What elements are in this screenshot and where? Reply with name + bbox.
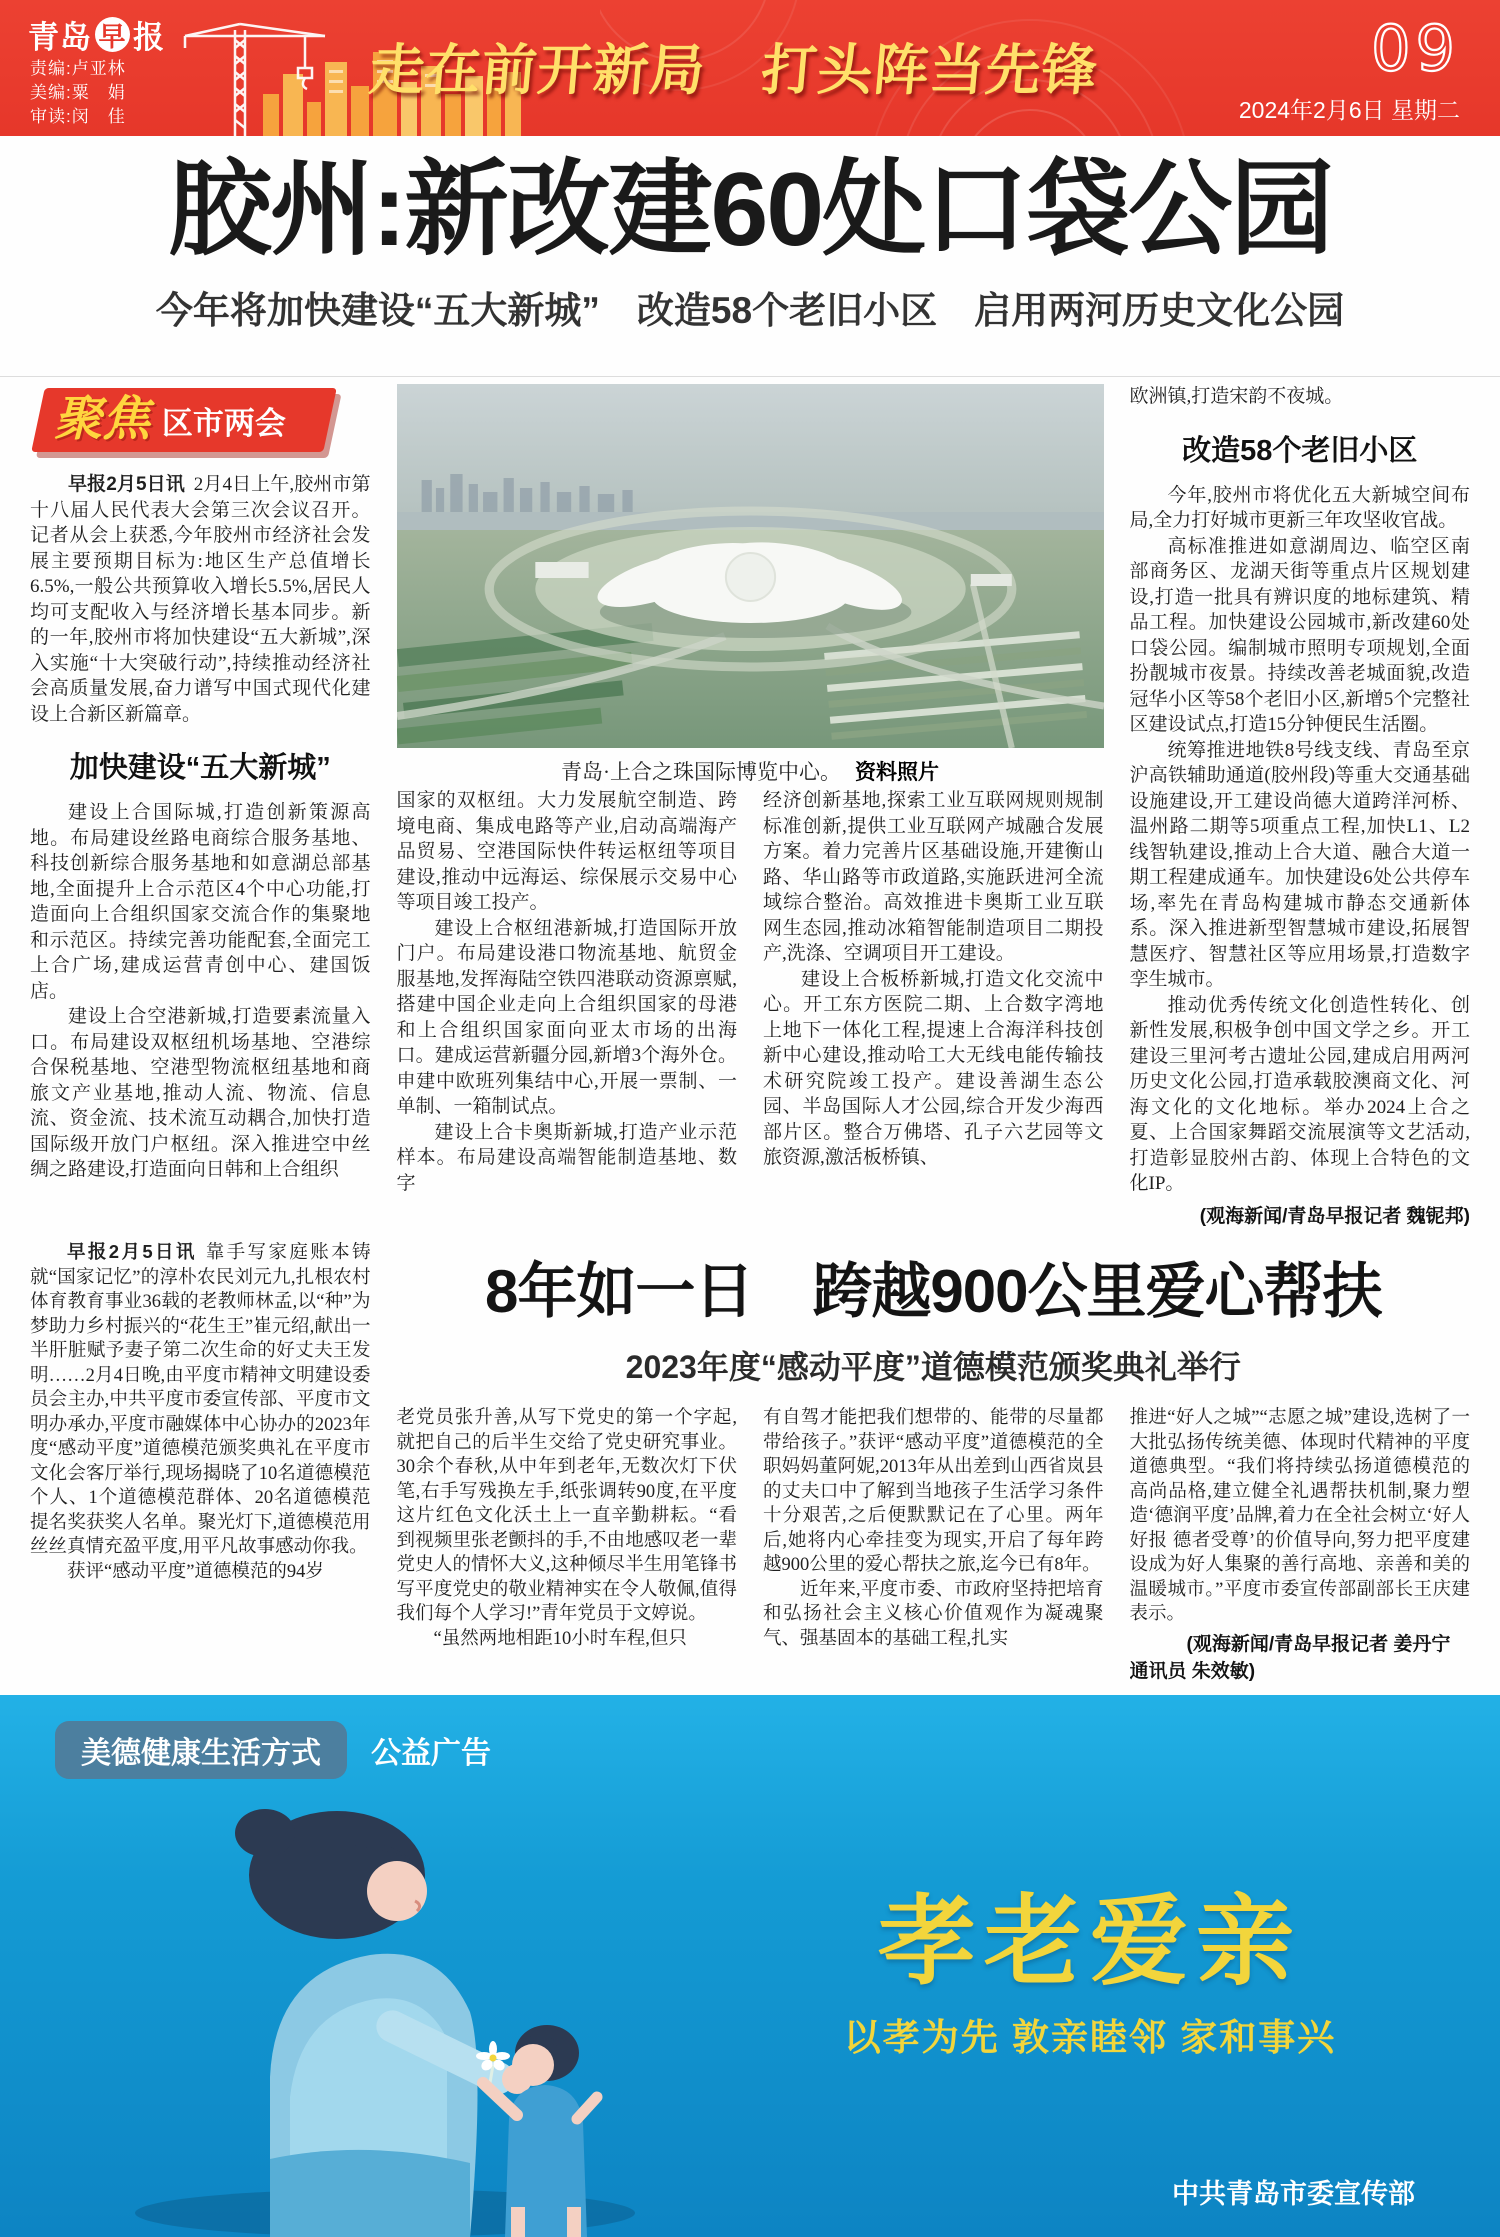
article2-column-1 xyxy=(30,1240,371,1692)
column-subhead-2: 改造58个老旧小区 xyxy=(1182,434,1418,467)
paragraph: 近年来,平度市委、市政府坚持把培育和弘扬社会主义核心价值观作为凝魂聚气、强基固本的基础工程,扎实 xyxy=(763,1579,1104,1649)
page-date: 2024年2月6日 星期二 xyxy=(1238,97,1460,123)
article2-subheadline: 2023年度“感动平度”道德模范颁奖典礼举行 xyxy=(625,1349,1241,1385)
newspaper-logo xyxy=(28,12,165,57)
ad-credit: 中共青岛市委宣传部 xyxy=(1172,2179,1415,2209)
article1-column-4 xyxy=(1130,384,1471,1232)
lead-article xyxy=(30,384,1470,1232)
dateline: 早报2月5日讯 xyxy=(68,474,185,495)
paragraph: 今年,胶州市将优化五大新城空间布局,全力打好城市更新三年攻坚收官战。 xyxy=(1129,484,1470,531)
article2-column-2 xyxy=(397,1406,738,1692)
ad-title: 孝老爱亲 xyxy=(877,1886,1302,1996)
mother-child-illustration xyxy=(85,1767,665,2237)
paragraph: 建设上合国际城,打造创新策源高地。布局建设丝路电商综合服务基地、科技创新综合服务基地和如意湖总部基地,全面提升上合示范区4个中心功能,打造面向上合组织国家交流合作的集聚地和示范区。持续完善功能配套,全面完工上合广场,建成运营青创中心、建国饭店。 xyxy=(30,802,371,1002)
paragraph: 有自驾才能把我们想带的、能带的尽量都带给孩子。”获评“感动平度”道德模范的全职妈妈董阿妮,2013年从出差到山西省岚县的丈夫口中了解到当地孩子生活学习条件十分艰苦,之后便默默记在了心里。两年后,她将内心牵挂变为现实,开启了每年跨越900公里的爱心帮扶之旅,迄今已有8年。 xyxy=(763,1408,1104,1575)
lead-headline-block xyxy=(0,136,1500,376)
photo-caption xyxy=(397,756,1104,786)
focus-badge xyxy=(31,388,337,452)
news-photo xyxy=(397,384,1104,748)
editors-list xyxy=(30,57,126,129)
masthead xyxy=(0,0,1500,136)
paragraph: 国家的双枢纽。大力发展航空制造、跨境电商、集成电路等产业,启动高端海产品贸易、空港国际快件转运枢纽等项目建设,推动中远海运、综保展示交易中心等项目竣工投产。 xyxy=(396,790,737,913)
column-subhead-1: 加快建设“五大新城” xyxy=(69,752,331,784)
ad-category-badge: 美德健康生活方式 xyxy=(55,1721,347,1779)
page-number: 09 xyxy=(1371,12,1460,85)
article1-column-3 xyxy=(763,788,1104,1232)
ad-type-label: 公益广告 xyxy=(371,1737,491,1770)
expo-center-aerial-photo xyxy=(397,384,1104,748)
focus-badge-label: 区市两会 xyxy=(162,405,287,441)
main-headline: 胶州:新改建60处口袋公园 xyxy=(167,152,1333,268)
editor-line: 责编:卢亚林 xyxy=(30,59,126,78)
paragraph: 老党员张升善,从写下党史的第一个字起,就把自己的后半生交给了党史研究事业。30余个春秋,从中年到老年,无数次灯下伏笔,右手写残换左手,纸张调转90度,在平度这片红色文化沃土上一直辛勤耕耘。“看到视频里张老颤抖的手,不由地感叹老一辈党史人的情怀大义,这种倾尽半生用笔锋书写平度党史的敬业精神实在令人敬佩,值得我们每个人学习!”青年党员于文婷说。 xyxy=(396,1408,737,1624)
paragraph: 推进“好人之城”“志愿之城”建设,选树了一大批弘扬传统美德、体现时代精神的平度道德典型。“我们将持续弘扬道德模范的高尚品格,建立健全礼遇帮扶机制,聚力塑造‘德润平度’品牌,着力在全社会树立‘好人好报 德者受尊’的价值导向,努力把平度建设成为好人集聚的善行高地、亲善和美的温暖城市。”平度市委宣传部副部长王庆建表示。 xyxy=(1129,1408,1470,1624)
paragraph-text: 靠手写家庭账本铸就“国家记忆”的淳朴农民刘元九,扎根农村体育教育事业36载的老教师林孟,以“种”为梦助力乡村振兴的“花生王”崔元绍,献出一半肝脏赋予妻子第二次生命的好丈夫王发明……2月4日晚,由平度市精神文明建设委员会主办,中共平度市委宣传部、平度市文明办承办,平度市融媒体中心协办的2023年度“感动平度”道德模范颁奖典礼在平度市文化会客厅举行,现场揭晓了10名道德模范个人、1个道德模范群体、20名道德模范提名奖获奖人名单。聚光灯下,道德模范用丝丝真情充盈平度,用平凡故事感动你我。 xyxy=(30,1243,371,1557)
divider-rule xyxy=(0,376,1500,377)
paragraph-text: 2月4日上午,胶州市第十八届人民代表大会第三次会议召开。记者从会上获悉,今年胶州市经济社会发展主要预期目标为:地区生产总值增长6.5%,一般公共预算收入增长5.5%,居民人均可支配收入与经济增长基本同步。新的一年,胶州市将加快建设“五大新城”,深入实施“十大突破行动”,持续推动经济社会高质量发展,奋力谱写中国式现代化建设上合新区新篇章。 xyxy=(30,474,371,725)
paragraph xyxy=(30,1240,371,1560)
focus-badge-calligraphy: 聚焦 xyxy=(54,393,151,446)
second-article xyxy=(30,1240,1470,1692)
paragraph: 统筹推进地铁8号线支线、青岛至京沪高铁辅助通道(胶州段)等重大交通基础设施建设,开工建设尚德大道跨洋河桥、温州路二期等5项重点工程,加快L1、L2线智轨建设,推动上合大道、融合大道一期工程建成通车。加快建设6处公共停车场,率先在青岛构建城市静态交通新体系。深入推进新型智慧城市建设,拓展智慧医疗、智慧社区等应用场景,打造数字孪生城市。 xyxy=(1129,739,1470,990)
paragraph: 建设上合枢纽港新城,打造国际开放门户。布局建设港口物流基地、航贸金服基地,发挥海陆空铁四港联动资源禀赋,搭建中国企业走向上合组织国家的母港和上合组织国家面向亚太市场的出海口。建成运营新疆分园,新增3个海外仓。申建中欧班列集结中心,开展一票制、一单制、一箱制试点。 xyxy=(396,917,737,1117)
paragraph: 经济创新基地,探索工业互联网规则规制标准创新,提供工业互联网产城融合发展方案。着力完善片区基础设施,开建衡山路、华山路等市政道路,实施跃进河全流域综合整治。高效推进卡奥斯工业互联网生态园,推动冰箱智能制造项目二期投产,洗涤、空调项目开工建设。 xyxy=(763,790,1104,964)
ad-slogan: 以孝为先 敦亲睦邻 家和事兴 xyxy=(843,2017,1337,2058)
paragraph: 高标准推进如意湖周边、临空区南部商务区、龙湖天街等重点片区规划建设,打造一批具有辨识度的地标建筑、精品工程。加快建设公园城市,新改建60处口袋公园。编制城市照明专项规划,全面扮靓城市夜景。持续改善老城面貌,改造冠华小区等58个老旧小区,新增5个完整社区建设试点,打造15分钟便民生活圈。 xyxy=(1129,535,1470,735)
paragraph: 建设上合板桥新城,打造文化交流中心。开工东方医院二期、上合数字湾地上地下一体化工程,提速上合海洋科技创新中心建设,推动哈工大无线电能传输技术研究院竣工投产。建设善湖生态公园、半岛国际人才公园,综合开发少海西部片区。整合万佛塔、孔子六艺园等文旅资源,激活板桥镇、 xyxy=(763,968,1104,1168)
paragraph: 欧洲镇,打造宋韵不夜城。 xyxy=(1129,386,1344,407)
logo-text-right: 报 xyxy=(133,20,165,55)
article2-headline: 8年如一日 跨越900公里爱心帮扶 xyxy=(485,1258,1382,1325)
paragraph: 建设上合卡奥斯新城,打造产业示范样本。布局建设高端智能制造基地、数字 xyxy=(396,1121,737,1194)
article1-byline: (观海新闻/青岛早报记者 魏铌邦) xyxy=(1199,1205,1470,1227)
dateline: 早报2月5日讯 xyxy=(67,1241,197,1262)
paragraph: “虽然两地相距10小时车程,但只 xyxy=(433,1628,687,1649)
main-subheadline: 今年将加快建设“五大新城” 改造58个老旧小区 启用两河历史文化公园 xyxy=(155,290,1345,332)
logo-circle-glyph: 早 xyxy=(95,17,130,52)
article2-byline: (观海新闻/青岛早报记者 姜丹宁 通讯员 朱效敏) xyxy=(1129,1633,1470,1682)
photo-caption-text: 青岛·上合之珠国际博览中心。 xyxy=(561,760,841,784)
public-service-ad xyxy=(0,1695,1500,2237)
article1-column-1 xyxy=(30,384,371,1232)
article1-column-2 xyxy=(397,788,738,1232)
banner-slogan: 走在前开新局 打头阵当先锋 xyxy=(366,39,1101,101)
photo-block xyxy=(397,384,1104,788)
article2-headline-block xyxy=(397,1240,1471,1406)
editor-line: 审读:闵 佳 xyxy=(30,107,126,126)
photo-credit: 资料照片 xyxy=(855,761,939,784)
paragraph: 建设上合空港新城,打造要素流量入口。布局建设双枢纽机场基地、空港综合保税基地、空港型物流枢纽基地和商旅文产业基地,推动人流、物流、信息流、资金流、技术流互动耦合,加快打造国际级开放门户枢纽。深入推进空中丝绸之路建设,打造面向日韩和上合组织 xyxy=(30,1006,371,1180)
article2-column-4 xyxy=(1130,1406,1471,1692)
logo-text-left: 青岛 xyxy=(28,20,92,55)
paragraph: 获评“感动平度”道德模范的94岁 xyxy=(67,1561,324,1582)
paragraph: 推动优秀传统文化创造性转化、创新性发展,积极争创中国文学之乡。开工建设三里河考古遗址公园,建成启用两河历史文化公园,打造承载胶澳商文化、河海文化的文化地标。举办2024上合之夏、上合国家舞蹈交流展演等文艺活动,打造彰显胶州古韵、体现上合特色的文化IP。 xyxy=(1129,994,1470,1194)
article2-column-3 xyxy=(763,1406,1104,1692)
paragraph xyxy=(30,472,371,727)
editor-line: 美编:粟 娟 xyxy=(30,83,126,102)
